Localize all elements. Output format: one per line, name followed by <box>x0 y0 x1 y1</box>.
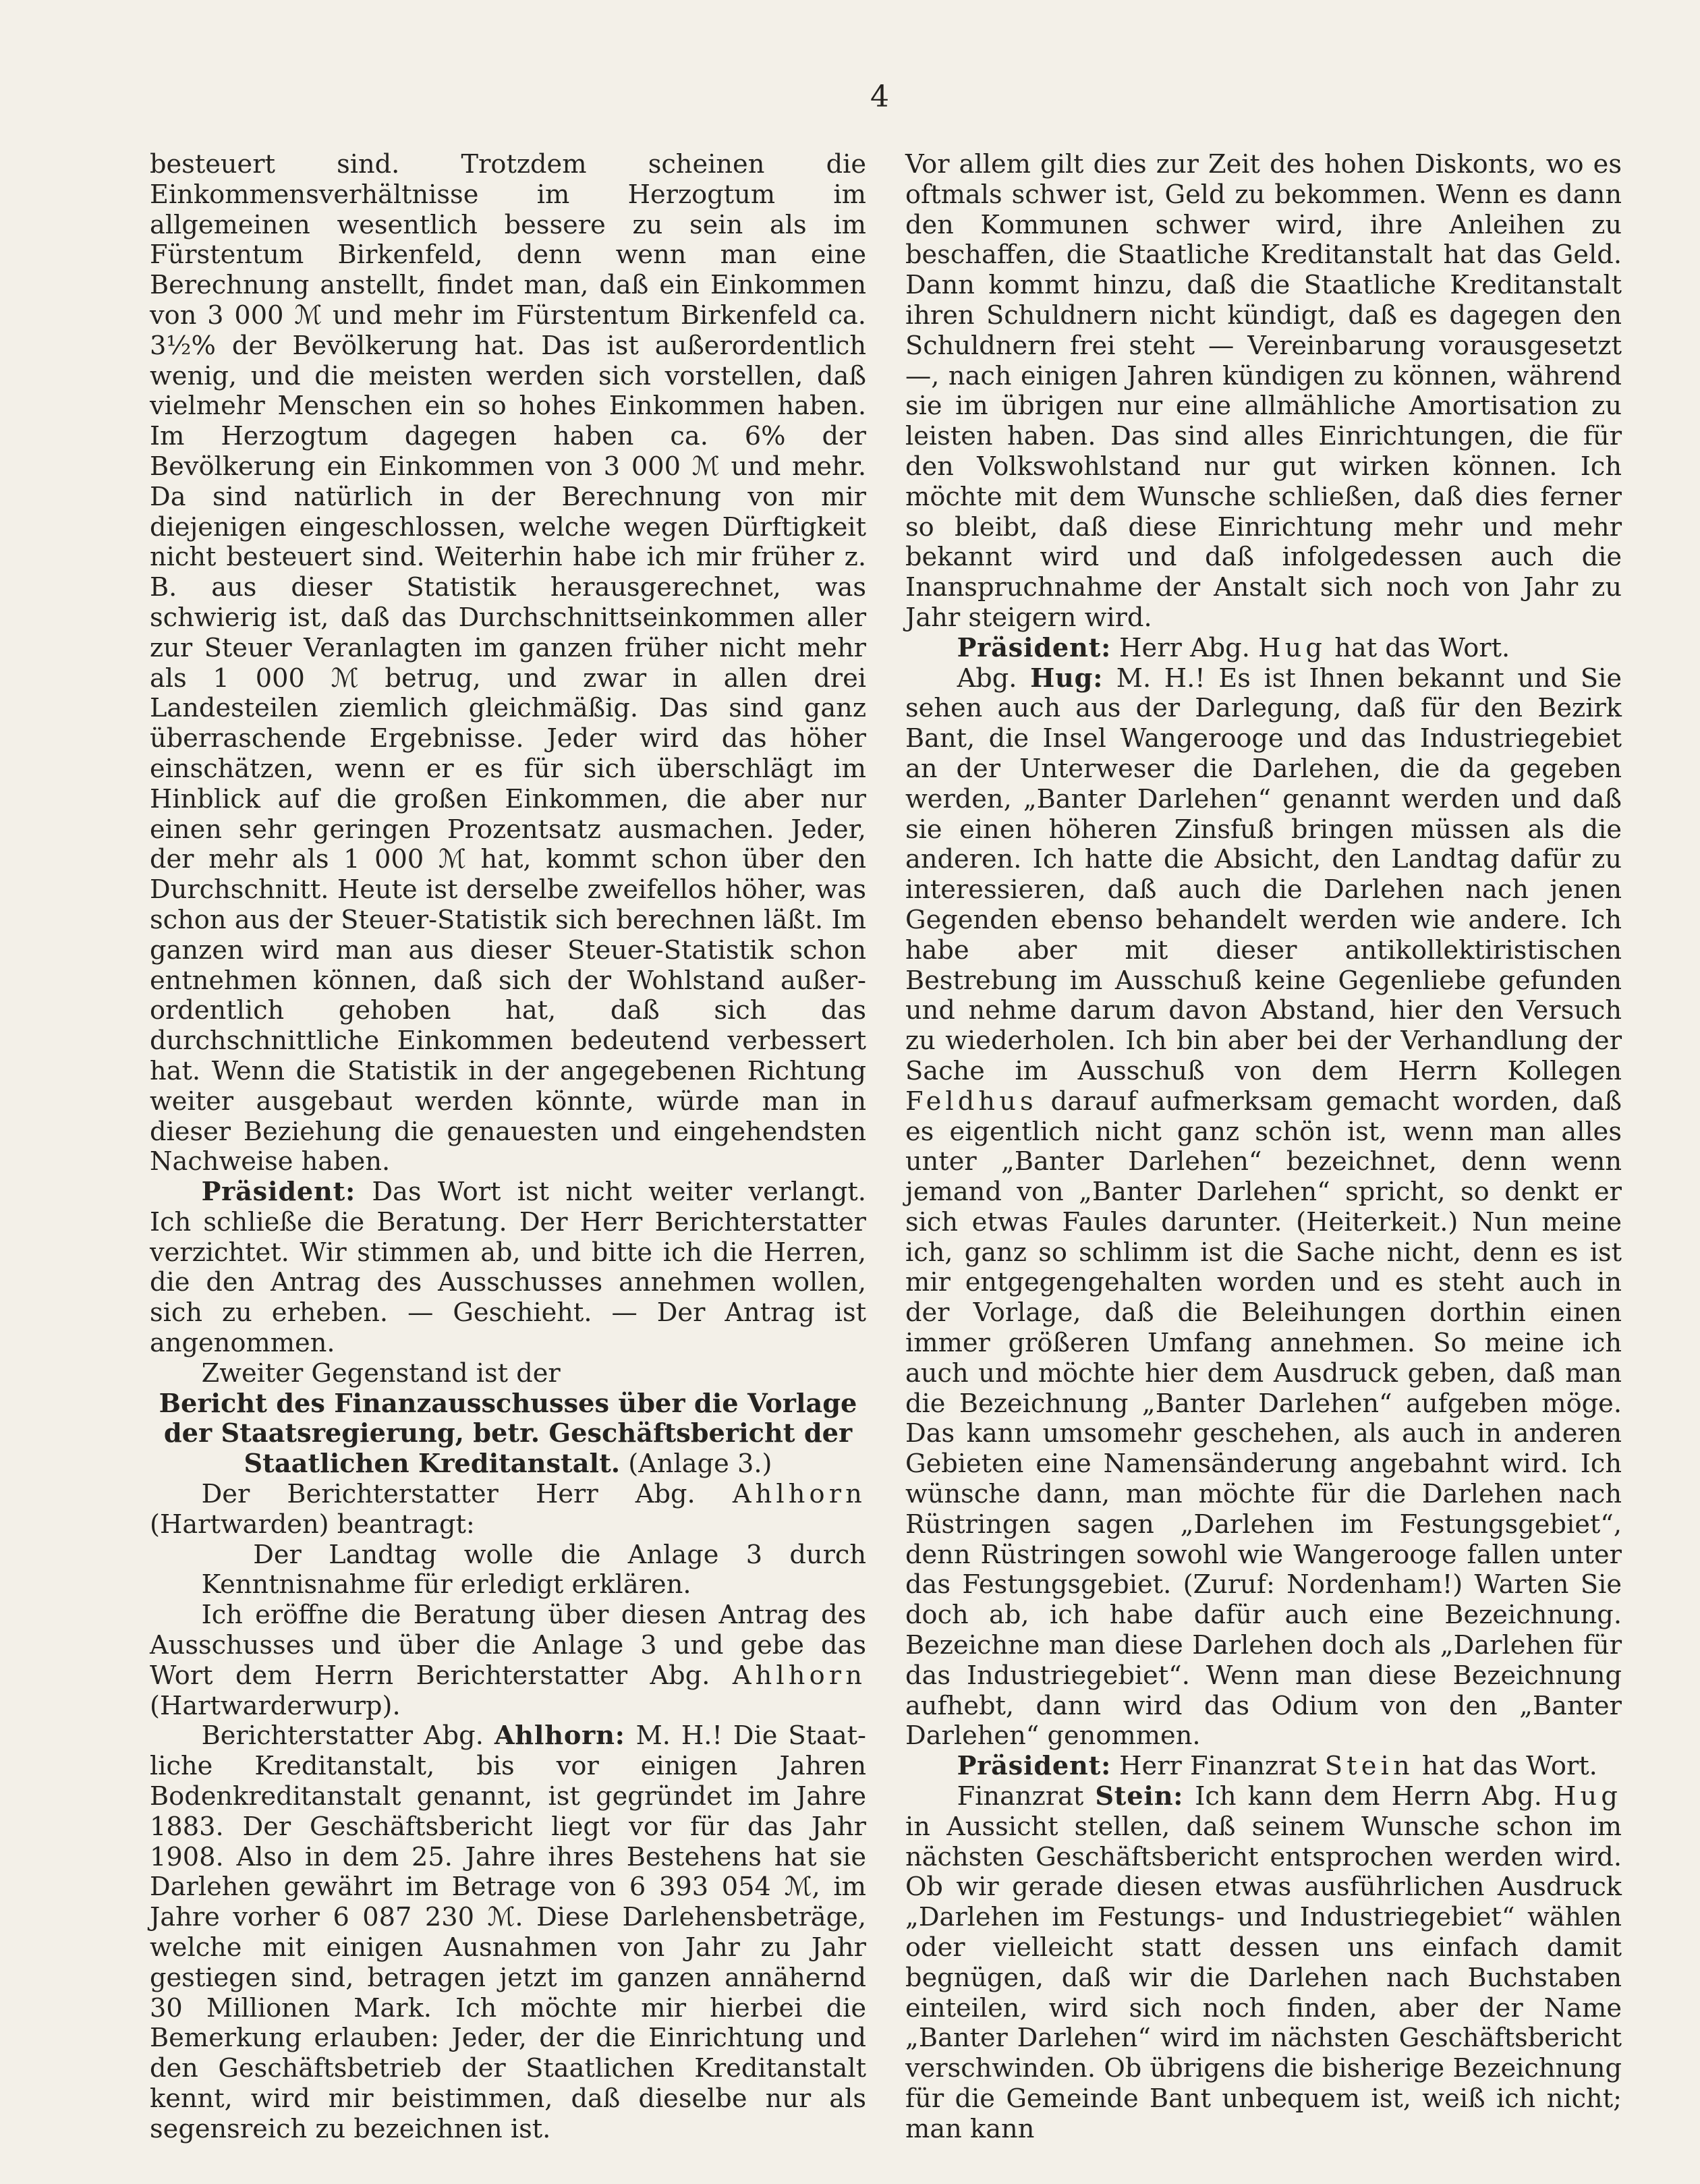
right-column <box>905 150 1622 2145</box>
text-span: Der Berichterstatter Herr Abg. <box>201 1479 696 1510</box>
speaker-label: Ahlhorn: <box>494 1720 625 1752</box>
paragraph: Vor allem gilt dies zur Zeit des hohen Diskonts, wo es oftmals schwer ist, Geld zu bekommen. Wenn es dann den Kommunen schwer wird, ihre Anleihen zu beschaffen, die Staatliche Kreditanstalt hat das Geld. Dann kommt hinzu, daß die Staatliche Kreditanstalt ihren Schuldnern nicht kündigt, daß es dagegen den Schuldnern frei steht — Vereinbarung vorausgesetzt —, nach einigen Jahren kündigen zu können, während sie im übrigen nur eine allmähliche Amortisation zu leisten haben. Das sind alles Einrichtungen, die für den Volkswohlstand nur gut wirken können. Ich möchte mit dem Wunsche schließen, daß dies ferner so bleibt, daß diese Einrichtung mehr und mehr bekannt wird und daß infolgedessen auch die Inanspruchnahme der Anstalt sich noch von Jahr zu Jahr steigern wird. <box>905 149 1622 633</box>
paragraph: besteuert sind. Trotzdem scheinen die Einkommensverhältnisse im Herzogtum im allgemeinen wesentlich bessere zu sein als im Fürstentum Birkenfeld, denn wenn man eine Berechnung anstellt, findet man, daß ein Einkommen von 3 000 ℳ und mehr im Fürstentum Birkenfeld ca. 3½% der Bevölkerung hat. Das ist außerordentlich wenig, und die meisten werden sich vorstellen, daß vielmehr Menschen ein so hohes Einkommen haben. Im Herzogtum dagegen haben ca. 6% der Bevölkerung ein Einkommen von 3 000 ℳ und mehr. Da sind natürlich in der Berechnung von mir diejenigen eingeschlossen, welche wegen Dürftigkeit nicht besteuert sind. Weiterhin habe ich mir früher z. B. aus dieser Statistik herausgerechnet, was schwierig ist, daß das Durchschnittseinkommen aller zur Steuer Veranlagten im ganzen früher nicht mehr als 1 000 ℳ betrug, und zwar in allen drei Landesteilen ziemlich gleichmäßig. Das sind ganz überraschende Ergebnisse. Jeder wird das höher einschätzen, wenn er es für sich überschlägt im Hinblick auf die großen Einkommen, die aber nur einen sehr geringen Prozentsatz ausmachen. Jeder, der mehr als 1 000 ℳ hat, kommt schon über den Durchschnitt. Heute ist derselbe zweifellos höher, was schon aus der Steuer-Statistik sich berechnen läßt. Im ganzen wird man aus dieser Steuer-Statistik schon entnehmen können, daß sich der Wohlstand außerordentlich gehoben hat, daß sich das durchschnittliche Einkommen bedeutend verbessert hat. Wenn die Statistik in der angegebenen Richtung weiter ausgebaut werden könnte, würde man in dieser Beziehung die genauesten und eingehendsten Nachweise haben. <box>150 149 866 1177</box>
speech-text: darauf aufmerksam gemacht worden, daß es eigentlich nicht ganz schön ist, wenn man alles unter „Banter Darlehen“ bezeichnet, denn wenn jemand von „Banter Darlehen“ spricht, so denkt er sich etwas Faules darunter. (Heiterkeit.) Nun meine ich, ganz so schlimm ist die Sache nicht, denn es ist mir entgegengehalten worden und es steht auch in der Vorlage, daß die Beleihungen dorthin einen immer größeren Umfang annehmen. So meine ich auch und möchte hier dem Ausdruck geben, daß man die Bezeichnung „Banter Darlehen“ aufgeben möge. Das kann umsomehr geschehen, als auch in anderen Gebieten eine Namensänderung angebahnt wird. Ich wünsche dann, man möchte für die Darlehen nach Rüstringen sagen „Darlehen im Festungsgebiet“, denn Rüstringen sowohl wie Wangerooge fallen unter das Festungsgebiet. (Zuruf: Nordenham!) Warten Sie doch ab, ich habe dafür auch eine Bezeichnung. Bezeichne man diese Darlehen doch als „Darlehen für das Industriegebiet“. Wenn man diese Bezeichnung aufhebt, dann wird das Odium von den „Banter Darlehen“ genommen. <box>905 1086 1622 1752</box>
speech-text: M. H.! Die Staatliche Kreditanstalt, bis vor einigen Jahren Bodenkreditanstalt genannt, ist gegründet im Jahre 1883. Der Geschäftsbericht liegt vor für das Jahr 1908. Also in dem 25. Jahre ihres Bestehens hat sie Darlehen gewährt im Betrage von 6 393 054 ℳ, im Jahre vorher 6 087 230 ℳ. Diese Darlehensbeträge, welche mit einigen Ausnahmen von Jahr zu Jahr gestiegen sind, betragen jetzt im ganzen annähernd 30 Millionen Mark. Ich möchte mir hierbei die Bemerkung erlauben: Jeder, der die Einrichtung und den Geschäftsbetrieb der Staatlichen Kreditanstalt kennt, wird mir beistimmen, daß dieselbe nur als segensreich zu bezeichnen ist. <box>150 1720 866 2144</box>
paragraph <box>905 634 1622 664</box>
text-span: Herr Abg. <box>1119 632 1250 663</box>
person-name: Hug <box>1554 1781 1622 1812</box>
text-span: Herr Finanzrat <box>1119 1751 1317 1782</box>
paragraph <box>150 1721 866 2144</box>
text-span: Finanzrat <box>957 1781 1084 1812</box>
person-name: Feldhus <box>905 1086 1038 1117</box>
person-name: Stein <box>1324 1751 1414 1782</box>
motion-text: Der Landtag wolle die Anlage 3 durch Kenntnisnahme für erledigt erklären. <box>201 1539 866 1600</box>
person-name: Ahlhorn <box>732 1660 866 1691</box>
paragraph <box>905 664 1622 1752</box>
speech-text: Ich kann dem Herrn Abg. <box>1195 1781 1542 1812</box>
text-span: hat das Wort. <box>1334 632 1510 663</box>
left-column <box>150 150 866 2145</box>
speaker-label: Stein: <box>1095 1781 1184 1812</box>
text-span: Ich eröffne die Beratung über diesen Antrag des Ausschusses und über die Anlage 3 und gebe das Wort dem Herrn Berichterstatter Abg. <box>150 1600 866 1691</box>
speaker-label: Präsident: <box>957 1751 1111 1782</box>
paragraph <box>150 1177 866 1359</box>
text-span: (Hartwarderwurp). <box>150 1690 401 1721</box>
agenda-annex: (Anlage 3.) <box>628 1449 772 1480</box>
agenda-title: Bericht des Finanzausschusses über die Vorlage der Staatsregierung, betr. Geschäftsbericht der Staatlichen Kreditanstalt. <box>159 1388 857 1480</box>
speaker-label: Präsident: <box>201 1177 356 1208</box>
speech-text: Das Wort ist nicht weiter verlangt. Ich schließe die Beratung. Der Herr Berichterstatter verzichtet. Wir stimmen ab, und bitte ich die Herren, die den Antrag des Ausschusses annehmen wollen, sich zu erheben. — Geschieht. — Der Antrag ist angenommen. <box>150 1177 866 1359</box>
speaker-label: Hug: <box>1030 663 1104 694</box>
text-span: Abg. <box>957 663 1017 694</box>
paragraph <box>905 1782 1622 2145</box>
paragraph <box>905 1752 1622 1782</box>
page-number: 4 <box>870 80 889 114</box>
text-span: Berichterstatter Abg. <box>201 1720 484 1752</box>
speaker-label: Präsident: <box>957 632 1111 663</box>
speech-text: M. H.! Es ist Ihnen bekannt und Sie sehen auch aus der Darlegung, daß für den Bezirk Bant, die Insel Wangerooge und das Industriegebiet an der Unterweser die Darlehen, die da gegeben werden, „Banter Darlehen“ genannt werden und daß sie einen höheren Zinsfuß bringen müssen als die anderen. Ich hatte die Absicht, den Landtag dafür zu interessieren, daß auch die Darlehen nach jenen Gegenden ebenso behandelt werden wie andere. Ich habe aber mit dieser antikollektiristischen Bestrebung im Ausschuß keine Gegenliebe gefunden und nehme darum davon Abstand, hier den Versuch zu wiederholen. Ich bin aber bei der Verhandlung der Sache im Ausschuß von dem Herrn Kollegen <box>905 663 1622 1086</box>
paragraph: Zweiter Gegenstand ist der <box>201 1357 561 1389</box>
text-span: (Hartwarden) beantragt: <box>150 1509 475 1540</box>
person-name: Ahlhorn <box>732 1479 866 1510</box>
paragraph <box>150 1480 866 1540</box>
agenda-item <box>150 1389 866 1480</box>
text-span: hat das Wort. <box>1421 1751 1597 1782</box>
person-name: Hug <box>1258 632 1327 663</box>
speech-text: in Aussicht stellen, daß seinem Wunsche schon im nächsten Geschäftsbericht entsprochen werden wird. Ob wir gerade diesen etwas ausführlichen Ausdruck „Darlehen im Festungs- und Industriegebiet“ wählen oder vielleicht statt dessen uns einfach damit begnügen, daß wir die Darlehen nach Buchstaben einteilen, wird sich noch finden, aber der Name „Banter Darlehen“ wird im nächsten Geschäftsbericht verschwinden. Ob übrigens die bisherige Bezeichnung für die Gemeinde Bant unbequem ist, weiß ich nicht; man kann <box>905 1811 1622 2144</box>
paragraph <box>150 1600 866 1721</box>
